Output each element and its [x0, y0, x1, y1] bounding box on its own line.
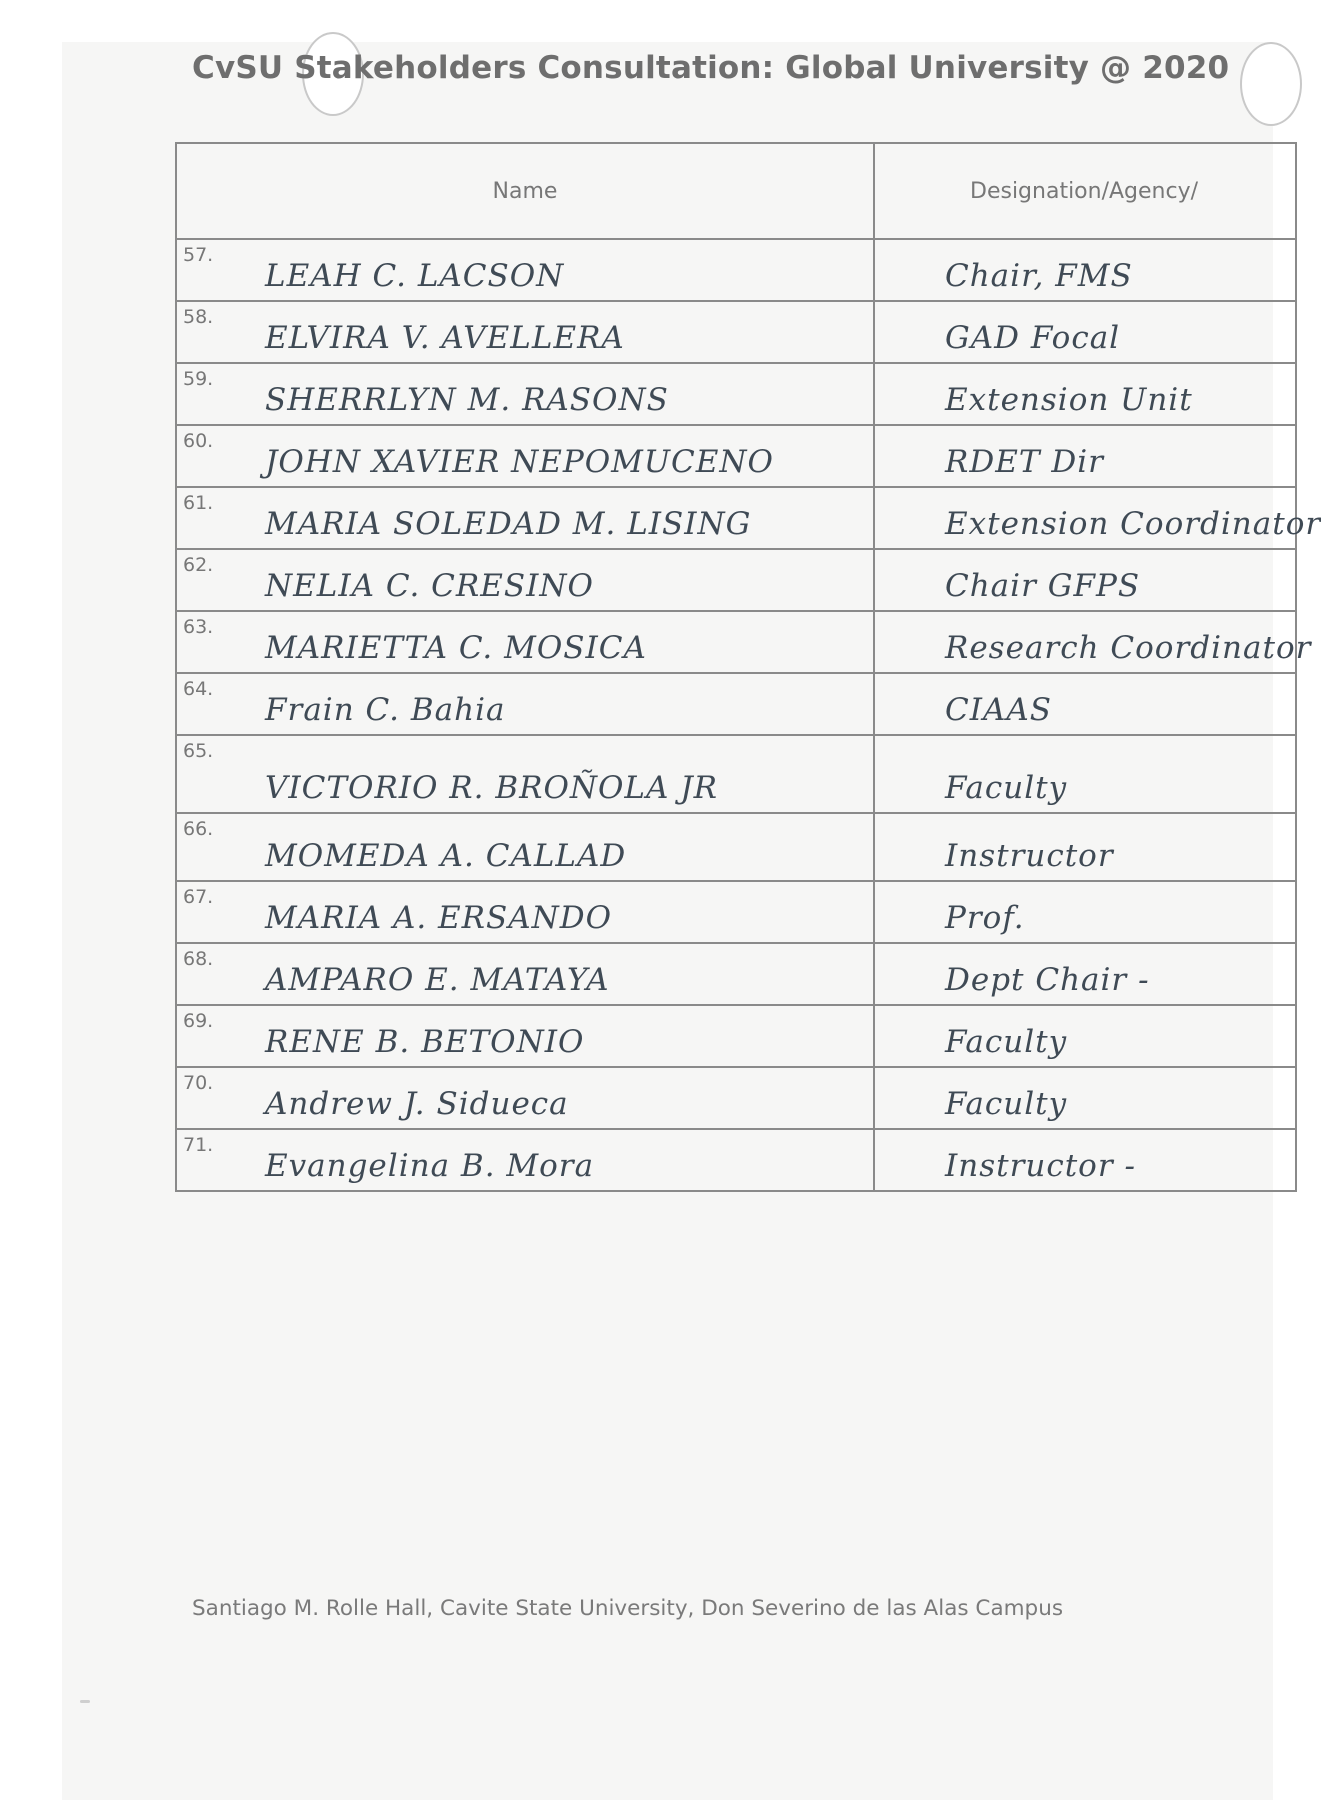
row-number: 65.	[183, 740, 214, 762]
row-number: 69.	[183, 1010, 214, 1032]
row-number: 70.	[183, 1072, 214, 1094]
table-row	[176, 301, 1296, 363]
handwritten-name: AMPARO E. MATAYA	[265, 962, 610, 998]
table-row	[176, 673, 1296, 735]
name-cell	[176, 1129, 874, 1191]
handwritten-name: NELIA C. CRESINO	[265, 568, 594, 604]
paper-mark	[80, 1700, 90, 1703]
column-header-name: Name	[176, 143, 874, 239]
designation-cell	[874, 363, 1296, 425]
row-number: 58.	[183, 306, 214, 328]
table-row	[176, 611, 1296, 673]
name-cell	[176, 673, 874, 735]
handwritten-name: Frain C. Bahia	[265, 692, 506, 728]
row-number: 59.	[183, 368, 214, 390]
designation-cell	[874, 1067, 1296, 1129]
name-cell	[176, 943, 874, 1005]
handwritten-name: MARIA SOLEDAD M. LISING	[265, 506, 752, 542]
designation-cell	[874, 611, 1312, 673]
designation-cell	[874, 881, 1296, 943]
handwritten-designation: Dept Chair -	[945, 962, 1150, 998]
column-header-designation: Designation/Agency/	[874, 143, 1296, 239]
name-cell	[176, 487, 874, 549]
designation-cell	[874, 813, 1296, 881]
handwritten-name: MOMEDA A. CALLAD	[265, 838, 627, 874]
handwritten-name: Evangelina B. Mora	[265, 1148, 595, 1184]
name-cell	[176, 549, 874, 611]
row-number: 67.	[183, 886, 214, 908]
name-cell	[176, 301, 874, 363]
designation-cell	[874, 239, 1296, 301]
table-row	[176, 881, 1296, 943]
handwritten-name: Andrew J. Sidueca	[265, 1086, 569, 1122]
attendance-table	[175, 142, 1321, 1192]
name-cell	[176, 881, 874, 943]
designation-cell	[874, 1005, 1296, 1067]
row-number: 64.	[183, 678, 214, 700]
handwritten-designation: Chair GFPS	[945, 568, 1141, 604]
handwritten-designation: Instructor -	[945, 1148, 1136, 1184]
handwritten-designation: GAD Focal	[945, 320, 1121, 356]
table-row	[176, 1067, 1296, 1129]
designation-cell	[874, 1129, 1296, 1191]
handwritten-name: RENE B. BETONIO	[265, 1024, 585, 1060]
table-row	[176, 1005, 1296, 1067]
punch-hole-right	[1240, 42, 1302, 126]
name-cell	[176, 813, 874, 881]
footer-address: Santiago M. Rolle Hall, Cavite State University, Don Severino de las Alas Campus	[192, 1596, 1064, 1621]
table-row	[176, 487, 1296, 549]
designation-cell	[874, 673, 1296, 735]
handwritten-designation: Faculty	[945, 770, 1068, 806]
table-row	[176, 1129, 1296, 1191]
handwritten-designation: Chair, FMS	[945, 258, 1133, 294]
row-number: 57.	[183, 244, 214, 266]
name-cell	[176, 1005, 874, 1067]
row-number: 68.	[183, 948, 214, 970]
handwritten-designation: CIAAS	[945, 692, 1052, 728]
designation-cell	[874, 301, 1296, 363]
handwritten-designation: Prof.	[945, 900, 1025, 936]
handwritten-name: SHERRLYN M. RASONS	[265, 382, 669, 418]
table-row	[176, 735, 1296, 813]
handwritten-name: MARIA A. ERSANDO	[265, 900, 613, 936]
table-row	[176, 549, 1296, 611]
designation-cell	[874, 549, 1296, 611]
handwritten-designation: RDET Dir	[945, 444, 1104, 480]
name-cell	[176, 239, 874, 301]
handwritten-name: JOHN XAVIER NEPOMUCENO	[265, 444, 774, 480]
handwritten-name: ELVIRA V. AVELLERA	[265, 320, 625, 356]
handwritten-name: LEAH C. LACSON	[265, 258, 565, 294]
name-cell	[176, 611, 874, 673]
handwritten-designation: Research Coordinator	[945, 630, 1312, 666]
row-number: 60.	[183, 430, 214, 452]
name-cell	[176, 735, 874, 813]
table-row	[176, 943, 1296, 1005]
name-cell	[176, 425, 874, 487]
table-row	[176, 813, 1296, 881]
designation-cell	[874, 487, 1321, 549]
handwritten-designation: Extension Unit	[945, 382, 1193, 418]
table-row	[176, 239, 1296, 301]
designation-cell	[874, 425, 1296, 487]
handwritten-name: VICTORIO R. BROÑOLA JR	[265, 770, 719, 806]
handwritten-designation: Instructor	[945, 838, 1114, 874]
row-number: 66.	[183, 818, 214, 840]
name-cell	[176, 363, 874, 425]
row-number: 61.	[183, 492, 214, 514]
handwritten-designation: Extension Coordinator	[945, 506, 1321, 542]
name-cell	[176, 1067, 874, 1129]
handwritten-designation: Faculty	[945, 1086, 1068, 1122]
header-row	[176, 143, 1296, 239]
handwritten-designation: Faculty	[945, 1024, 1068, 1060]
designation-cell	[874, 943, 1296, 1005]
designation-cell	[874, 735, 1296, 813]
row-number: 63.	[183, 616, 214, 638]
table-row	[176, 425, 1296, 487]
page-title: CvSU Stakeholders Consultation: Global University @ 2020	[192, 50, 1230, 86]
row-number: 71.	[183, 1134, 214, 1156]
table-row	[176, 363, 1296, 425]
row-number: 62.	[183, 554, 214, 576]
handwritten-name: MARIETTA C. MOSICA	[265, 630, 647, 666]
